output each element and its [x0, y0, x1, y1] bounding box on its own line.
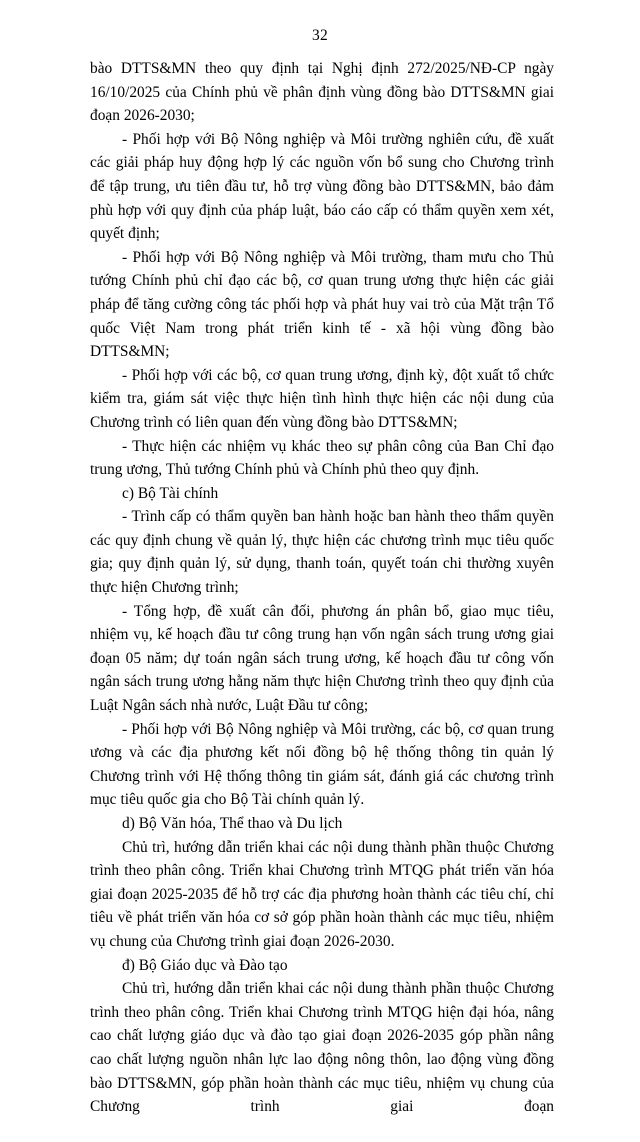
- heading-d-ministry-of-culture-sports-tourism: d) Bộ Văn hóa, Thể thao và Du lịch: [122, 815, 343, 832]
- paragraph-bullet-inspection: - Phối hợp với các bộ, cơ quan trung ương, định kỳ, đột xuất tổ chức kiểm tra, giám sát việc thực hiện tình hình thực hiện các nội dung của Chương trình có liên quan đến vùng đồng bào DTTS&MN;: [90, 366, 554, 431]
- paragraph-bullet-advise-pm: - Phối hợp với Bộ Nông nghiệp và Môi trường, tham mưu cho Thủ tướng Chính phủ chỉ đạo các bộ, cơ quan trung ương thực hiện các giải pháp để tăng cường công tác phối hợp và phát huy vai trò của Mặt trận Tổ quốc Việt Nam trong phát triển kinh tế - xã hội vùng đồng bào DTTS&MN;: [90, 248, 554, 361]
- paragraph-culture-program-tasks: Chủ trì, hướng dẫn triển khai các nội dung thành phần thuộc Chương trình theo phân công. Triển khai Chương trình MTQG phát triển văn hóa giai đoạn 2025-2035 để hỗ trợ các địa phương hoàn thành các tiêu chí, chỉ tiêu về phát triển văn hóa cơ sở góp phần hoàn thành các mục tiêu, nhiệm vụ chung của Chương trình giai đoạn 2026-2030.: [90, 838, 554, 950]
- heading-c-ministry-of-finance: c) Bộ Tài chính: [122, 484, 219, 502]
- heading-dd-ministry-of-education-training: đ) Bộ Giáo dục và Đào tạo: [122, 956, 288, 974]
- document-body: [90, 57, 554, 1142]
- paragraph-bullet-submit-regulations: - Trình cấp có thẩm quyền ban hành hoặc ban hành theo thẩm quyền các quy định chung về quản lý, thực hiện các chương trình mục tiêu quốc gia; quy định quản lý, sử dụng, thanh toán, quyết toán chi thường xuyên thực hiện Chương trình;: [90, 508, 554, 597]
- paragraph-bullet-budget-plan: - Tổng hợp, đề xuất cân đối, phương án phân bổ, giao mục tiêu, nhiệm vụ, kế hoạch đầu tư công trung hạn vốn ngân sách trung ương giai đoạn 05 năm; dự toán ngân sách trung ương, kế hoạch đầu tư công vốn ngân sách trung ương hằng năm thực hiện Chương trình theo quy định của Luật Ngân sách nhà nước, Luật Đầu tư công;: [90, 602, 554, 715]
- paragraph-continuation: bào DTTS&MN theo quy định tại Nghị định 272/2025/NĐ-CP ngày 16/10/2025 của Chính phủ về phân định vùng đồng bào DTTS&MN giai đoạn 2026-2030;: [90, 60, 554, 125]
- paragraph-bullet-coordinate-funding: - Phối hợp với Bộ Nông nghiệp và Môi trường nghiên cứu, đề xuất các giải pháp huy động hợp lý các nguồn vốn bổ sung cho Chương trình để tập trung, ưu tiên đầu tư, hỗ trợ vùng đồng bào DTTS&MN, bảo đảm phù hợp với quy định của pháp luật, báo cáo cấp có thẩm quyền xem xét, quyết định;: [90, 130, 554, 243]
- paragraph-bullet-information-system: - Phối hợp với Bộ Nông nghiệp và Môi trường, các bộ, cơ quan trung ương và các địa phương kết nối đồng bộ hệ thống thông tin quản lý Chương trình với Hệ thống thông tin giám sát, đánh giá các chương trình mục tiêu quốc gia cho Bộ Tài chính quản lý.: [90, 720, 554, 809]
- paragraph-bullet-other-tasks: - Thực hiện các nhiệm vụ khác theo sự phân công của Ban Chỉ đạo trung ương, Thủ tướng Chính phủ và Chính phủ theo quy định.: [90, 437, 554, 479]
- page-number: 32: [312, 27, 328, 44]
- paragraph-education-program-tasks: Chủ trì, hướng dẫn triển khai các nội dung thành phần thuộc Chương trình theo phân công. Triển khai Chương trình MTQG hiện đại hóa, nâng cao chất lượng giáo dục và đào tạo giai đoạn 2026-2035 góp phần nâng cao chất lượng nguồn nhân lực lao động nông thôn, lao động vùng đồng bào DTTS&MN, góp phần hoàn thành các mục tiêu, nhiệm vụ chung của Chương trình giai đoạn: [90, 980, 554, 1116]
